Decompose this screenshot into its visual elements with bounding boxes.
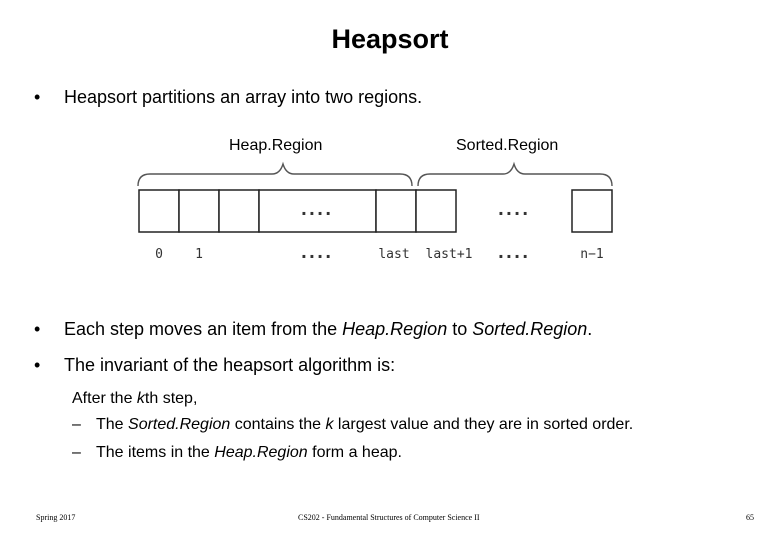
invariant-text: largest value and they are in sorted order. bbox=[333, 416, 634, 433]
invariant-item-heap bbox=[72, 443, 402, 463]
heap-region-label: Heap.Region bbox=[229, 137, 323, 154]
invariant-intro bbox=[72, 389, 197, 409]
sorted-region-term: Sorted.Region bbox=[472, 319, 588, 339]
bullet-text: Each step moves an item from the bbox=[64, 319, 343, 339]
invariant-text: The items in the bbox=[96, 444, 215, 461]
bullet-dot: • bbox=[34, 319, 41, 339]
array-cell bbox=[139, 190, 179, 232]
ellipsis-between: .... bbox=[497, 200, 531, 219]
footer-page-number: 65 bbox=[746, 513, 754, 522]
heap-region-term: Heap.Region bbox=[214, 444, 308, 461]
index-label-n-minus-one: n−1 bbox=[580, 247, 604, 262]
slide-title: Heapsort bbox=[331, 24, 449, 54]
sorted-region-label: Sorted.Region bbox=[456, 137, 559, 154]
index-label-last: last bbox=[378, 247, 410, 262]
k-term: k bbox=[325, 416, 334, 433]
footer-course: CS202 - Fundamental Structures of Computer Science II bbox=[298, 513, 480, 522]
heap-region-brace bbox=[138, 164, 412, 186]
dash-marker: – bbox=[72, 416, 81, 433]
index-label-zero: 0 bbox=[155, 247, 163, 262]
array-cell bbox=[179, 190, 219, 232]
sorted-region-term: Sorted.Region bbox=[128, 416, 231, 433]
k-term: k bbox=[136, 390, 145, 407]
invariant-item-sorted bbox=[72, 415, 633, 435]
bullet-each-step bbox=[34, 318, 592, 340]
bullet-text: The invariant of the heapsort algorithm is: bbox=[64, 355, 396, 375]
invariant-text: After the bbox=[72, 390, 137, 407]
ellipsis-index-heap: .... bbox=[300, 243, 334, 262]
invariant-text: contains the bbox=[230, 416, 326, 433]
array-cell bbox=[572, 190, 612, 232]
footer-date: Spring 2017 bbox=[36, 513, 76, 522]
index-label-one: 1 bbox=[195, 247, 203, 262]
index-label-last-plus-one: last+1 bbox=[425, 247, 473, 262]
bullet-dot: • bbox=[34, 355, 41, 375]
sorted-region-brace bbox=[418, 164, 612, 186]
ellipsis-index-sorted: .... bbox=[497, 243, 531, 262]
bullet-invariant bbox=[34, 354, 395, 376]
bullet-text: to bbox=[447, 319, 473, 339]
dash-marker: – bbox=[72, 444, 81, 461]
invariant-text: form a heap. bbox=[307, 444, 402, 461]
bullet-text: Heapsort partitions an array into two regions. bbox=[64, 87, 423, 107]
invariant-text: th step, bbox=[144, 390, 198, 407]
bullet-dot: • bbox=[34, 87, 41, 107]
ellipsis-heap: .... bbox=[300, 200, 334, 219]
array-cell bbox=[376, 190, 416, 232]
heap-region-term: Heap.Region bbox=[342, 319, 448, 339]
bullet-text: . bbox=[587, 319, 593, 339]
invariant-text: The bbox=[96, 416, 129, 433]
array-cell bbox=[416, 190, 456, 232]
array-cell bbox=[219, 190, 259, 232]
